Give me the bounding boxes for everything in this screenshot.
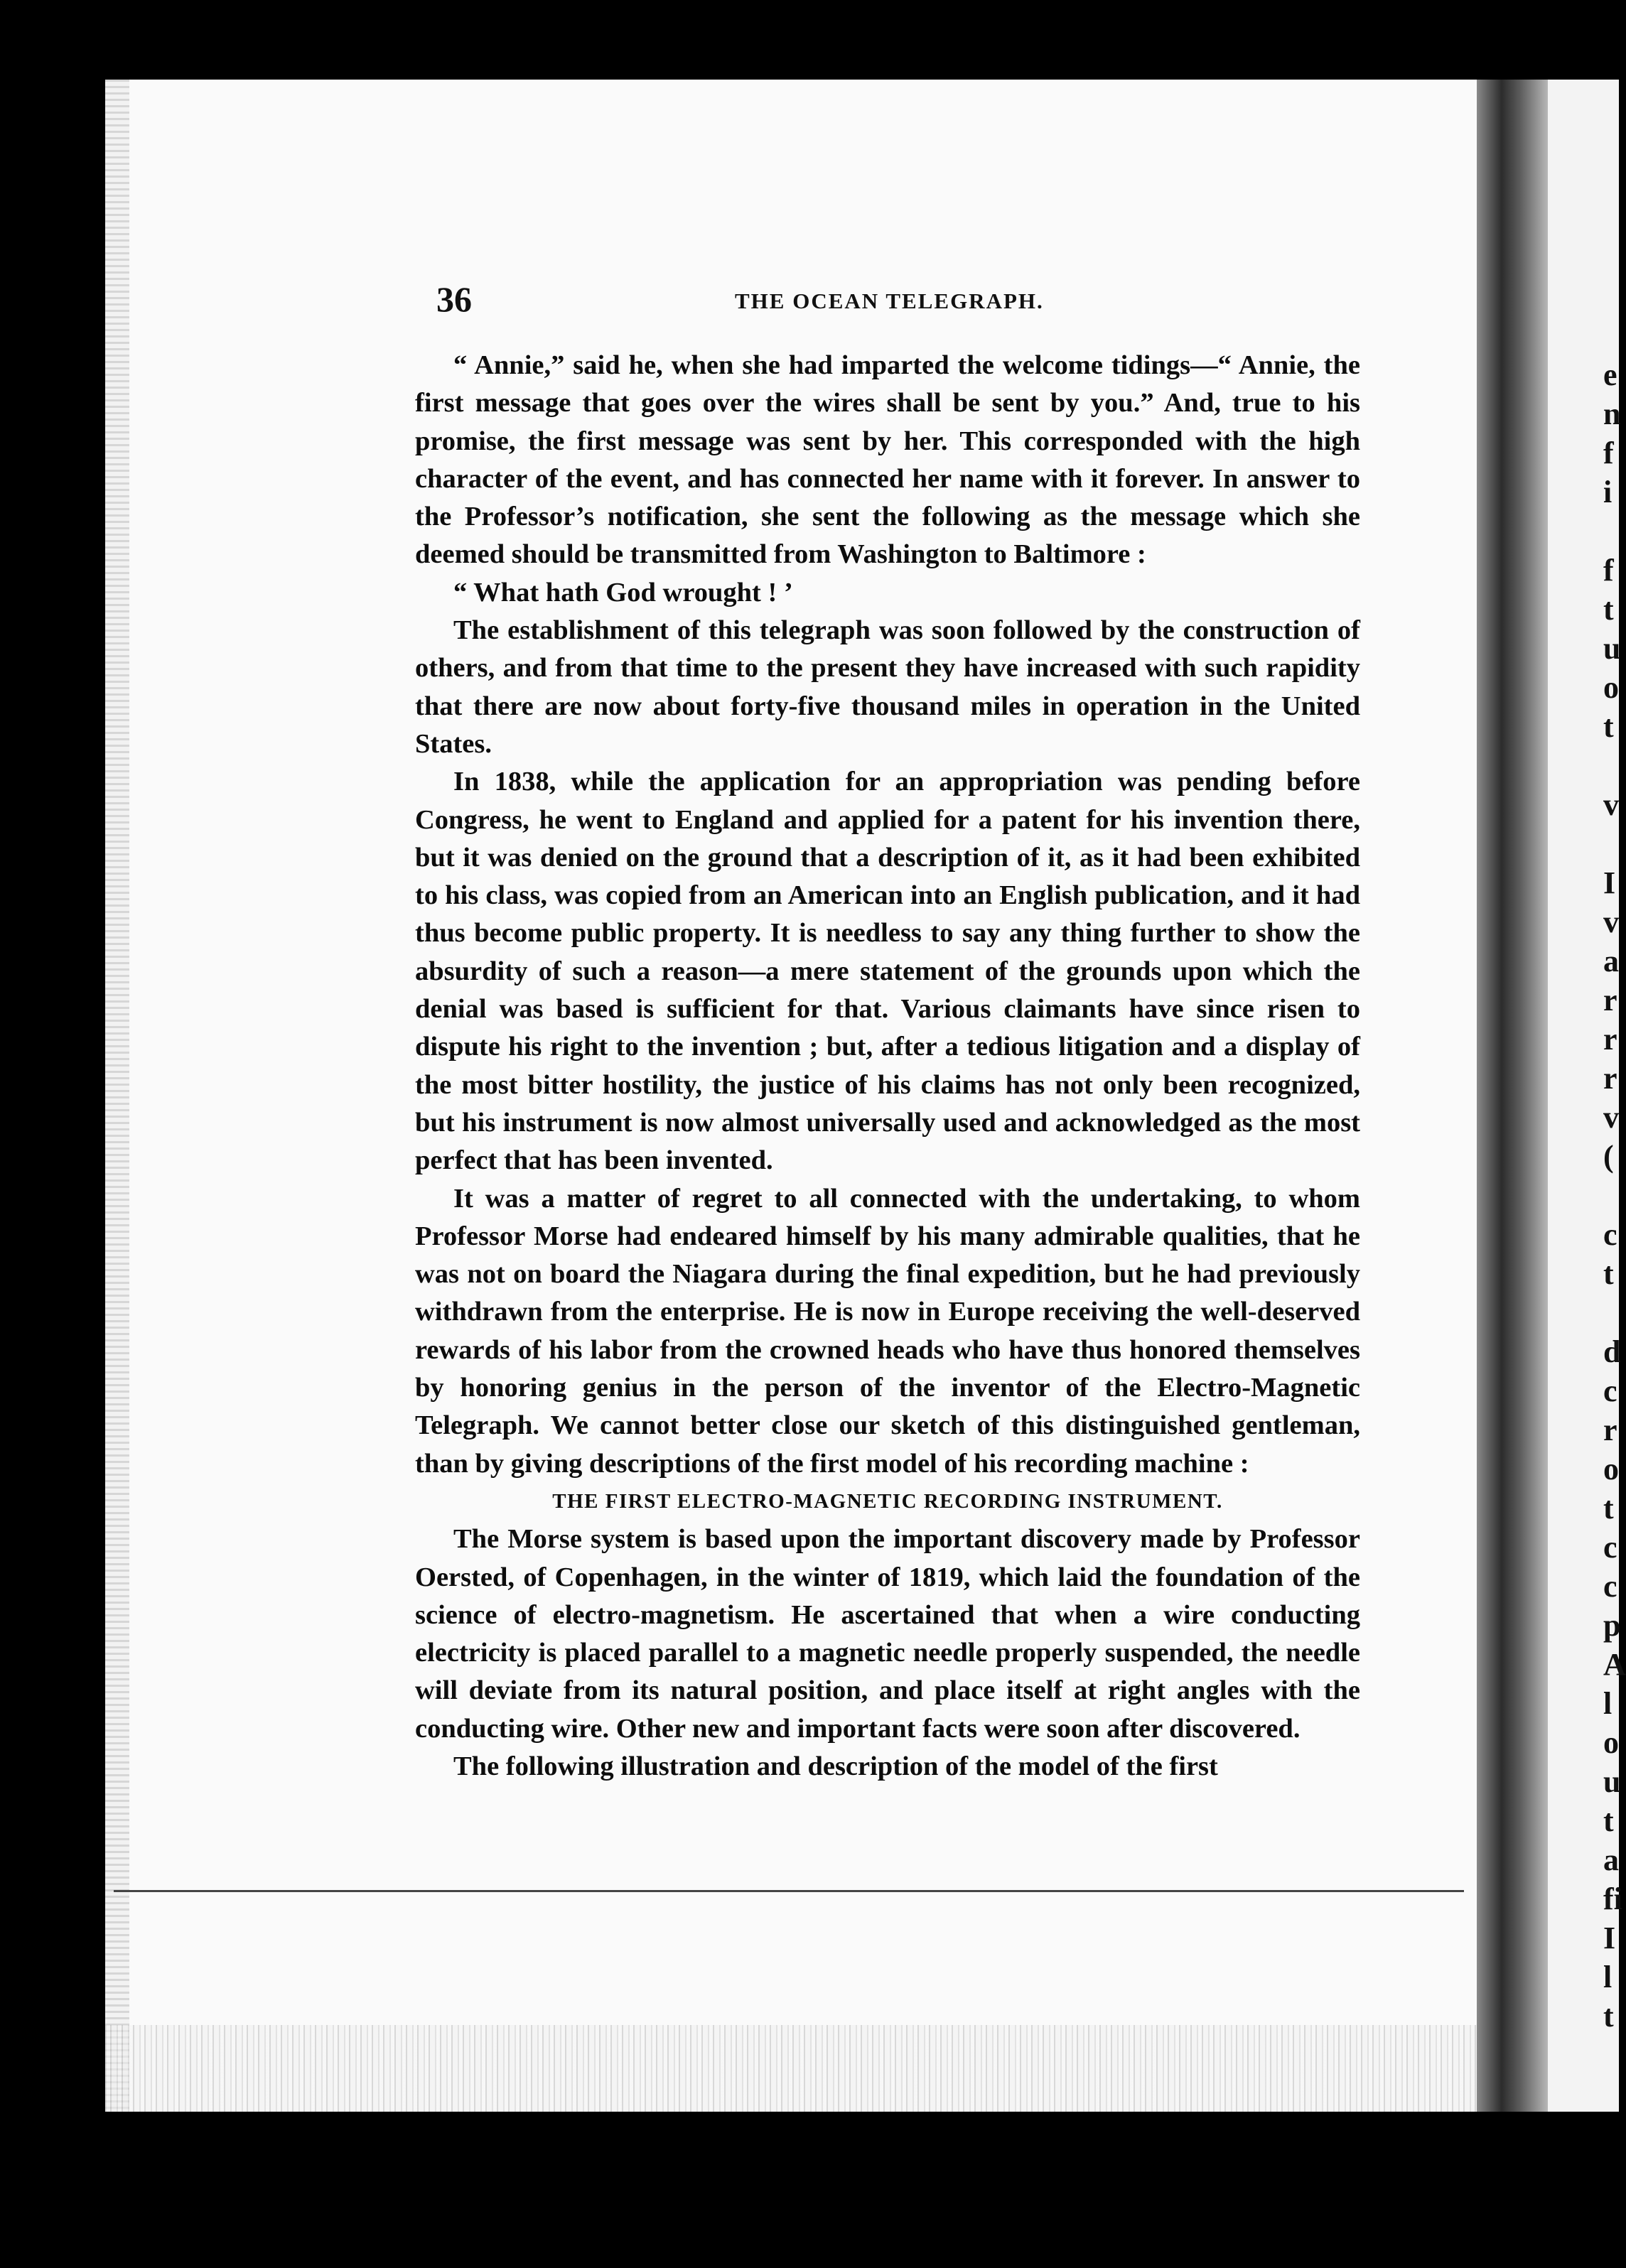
adjacent-page-letter bbox=[1603, 824, 1619, 863]
body-text bbox=[415, 347, 1360, 1786]
adjacent-page-letter: f bbox=[1603, 553, 1614, 588]
adjacent-page-letter: v bbox=[1603, 787, 1619, 822]
scan-artifact-line bbox=[114, 1890, 1464, 1892]
adjacent-page-letter: n bbox=[1603, 396, 1621, 431]
adjacent-page-letter: r bbox=[1603, 1413, 1617, 1447]
adjacent-page-letter: c bbox=[1603, 1217, 1617, 1252]
adjacent-page-letter: t bbox=[1603, 1999, 1614, 2034]
adjacent-page-letter: c bbox=[1603, 1530, 1617, 1565]
book-gutter bbox=[1477, 80, 1548, 2112]
quoted-message: “ What hath God wrought ! ’ bbox=[453, 577, 793, 608]
adjacent-page-letter: l bbox=[1603, 1686, 1612, 1721]
adjacent-page-letter: v bbox=[1603, 904, 1619, 939]
adjacent-page-letter: t bbox=[1603, 1256, 1614, 1291]
adjacent-page-letter: o bbox=[1603, 1452, 1619, 1486]
adjacent-page-letter bbox=[1603, 1293, 1619, 1332]
adjacent-page-letter: c bbox=[1603, 1373, 1617, 1408]
section-heading: THE FIRST ELECTRO-MAGNETIC RECORDING INSTRUMENT. bbox=[552, 1489, 1223, 1513]
adjacent-page-letter: t bbox=[1603, 1491, 1614, 1526]
page-header bbox=[436, 279, 1353, 324]
paragraph: The following illustration and description of the model of the first bbox=[453, 1751, 1218, 1781]
adjacent-page-letter: t bbox=[1603, 1803, 1614, 1838]
adjacent-page-letter: ( bbox=[1603, 1139, 1614, 1174]
paragraph: “ Annie,” said he, when she had imparted the welcome tidings—“ Annie, the first message that goes over the wires shall be sent by you.” And, true to his promise, the first message was sent by her. This corresponded with the high character of the event, and has connected her name with it forever. In answer to the Professor’s notification, she sent the following as the message which she deemed should be transmitted from Washington to Baltimore : bbox=[415, 350, 1360, 570]
adjacent-page-letter: A bbox=[1603, 1647, 1626, 1682]
adjacent-page-letter: a bbox=[1603, 944, 1619, 978]
adjacent-page-letter: I bbox=[1603, 1921, 1616, 1955]
adjacent-page-letters bbox=[1603, 355, 1626, 2036]
paragraph: It was a matter of regret to all connected with the undertaking, to whom Professor Morse had endeared himself by his many admirable qualities, that he was not on board the Niagara during the final expedition, but he had previously withdrawn from the enterprise. He is now in Europe receiving the well-deserved rewards of his labor from the crowned heads who have thus honored themselves by honoring genius in the person of the inventor of the Electro-Magnetic Telegraph. We cannot better close our sketch of this distinguished gentleman, than by giving descriptions of the first model of his recording machine : bbox=[415, 1183, 1360, 1479]
paragraph: In 1838, while the application for an appropriation was pending before Congress, he went to England and applied for a patent for his invention there, but it was denied on the ground that a description of it, as it had been exhibited to his class, was copied from an American into an English publication, and it had thus become public property. It is needless to say any thing further to show the absurdity of such a reason—a mere statement of the grounds upon which the denial was based is sufficient for that. Various claimants have since risen to dispute his right to the invention ; but, after a tedious litigation and a display of the most bitter hostility, the justice of his claims has not only been recognized, but his instrument is now almost universally used and acknowledged as the most perfect that has been invented. bbox=[415, 767, 1360, 1176]
adjacent-page-letter: r bbox=[1603, 1061, 1617, 1096]
paragraph: The establishment of this telegraph was soon followed by the construction of others, and from that time to the present they have increased with such rapidity that there are now about forty-five thousand miles in operation in the United States. bbox=[415, 615, 1360, 759]
adjacent-page-letter: v bbox=[1603, 1100, 1619, 1135]
adjacent-page-letter: fi bbox=[1603, 1881, 1622, 1916]
page-number: 36 bbox=[436, 279, 472, 319]
adjacent-page-letter: r bbox=[1603, 1022, 1617, 1057]
page-edge-shadow bbox=[105, 80, 129, 2112]
adjacent-page-letter: d bbox=[1603, 1334, 1621, 1369]
adjacent-page-letter: c bbox=[1603, 1569, 1617, 1604]
adjacent-page-letter: t bbox=[1603, 709, 1614, 744]
adjacent-page-letter: u bbox=[1603, 1764, 1621, 1799]
adjacent-page-letter: o bbox=[1603, 1725, 1619, 1760]
adjacent-page-letter: r bbox=[1603, 983, 1617, 1017]
adjacent-page-letter: i bbox=[1603, 475, 1612, 509]
running-title: THE OCEAN TELEGRAPH. bbox=[735, 288, 1044, 313]
adjacent-page-letter: e bbox=[1603, 357, 1617, 392]
adjacent-page-letter: p bbox=[1603, 1608, 1621, 1643]
adjacent-page-letter: a bbox=[1603, 1842, 1619, 1877]
page-bottom-scan-noise bbox=[105, 2025, 1477, 2112]
adjacent-page-letter: I bbox=[1603, 865, 1616, 900]
adjacent-page-letter: f bbox=[1603, 436, 1614, 470]
adjacent-page-letter bbox=[1603, 746, 1619, 785]
adjacent-page-letter: o bbox=[1603, 670, 1619, 705]
adjacent-page-letter: u bbox=[1603, 631, 1621, 666]
adjacent-page-letter bbox=[1603, 512, 1619, 551]
adjacent-page-letter: l bbox=[1603, 1960, 1612, 1994]
adjacent-page-letter: t bbox=[1603, 592, 1614, 627]
paragraph: The Morse system is based upon the important discovery made by Professor Oersted, of Copenhagen, in the winter of 1819, which laid the foundation of the science of electro-magnetism. He ascertained that when a wire conducting electricity is placed parallel to a magnetic needle properly suspended, the needle will deviate from its natural position, and place itself at right angles with the conducting wire. Other new and important facts were soon after discovered. bbox=[415, 1524, 1360, 1744]
adjacent-page-letter bbox=[1603, 1176, 1619, 1215]
